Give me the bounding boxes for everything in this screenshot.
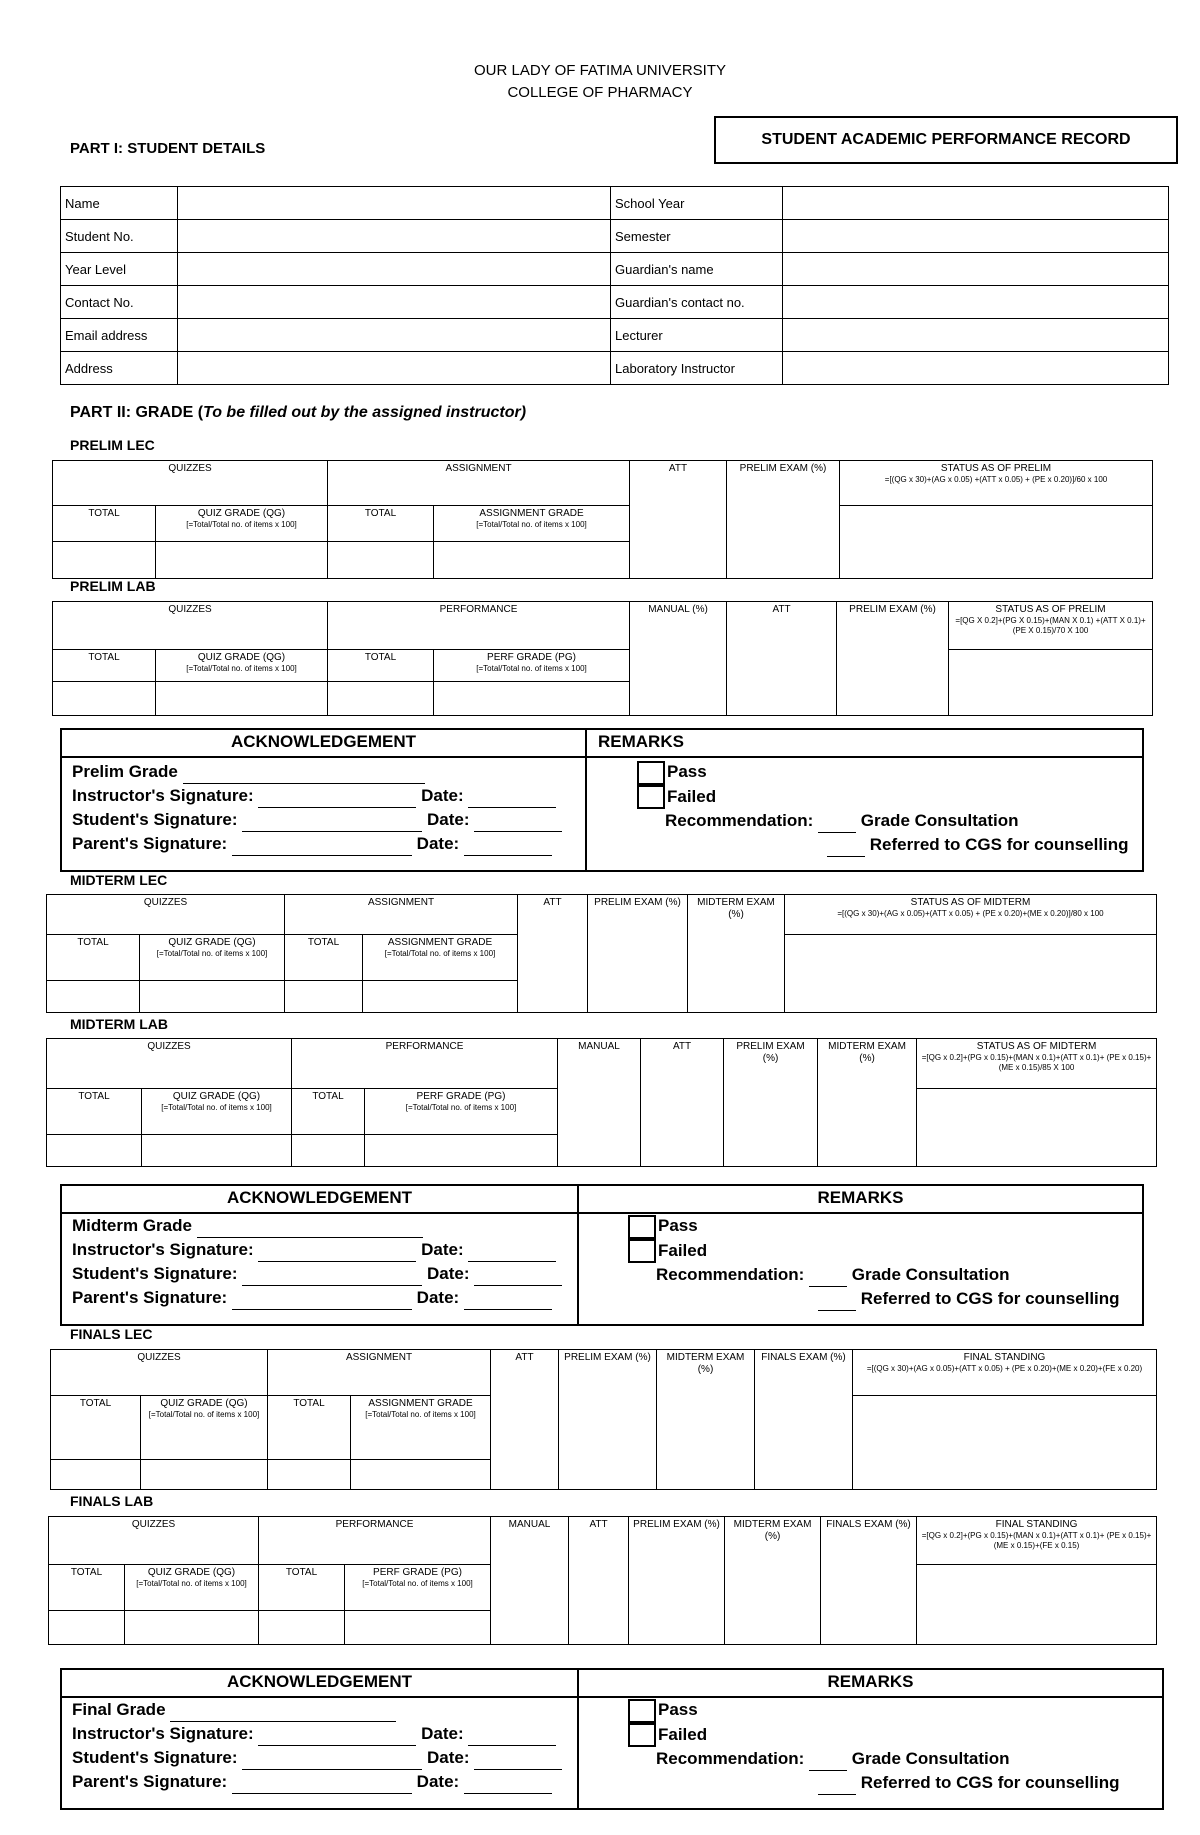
date-label: Date: <box>416 1772 460 1791</box>
signature-line[interactable] <box>242 1269 422 1286</box>
grade-label: Midterm Grade <box>72 1216 192 1235</box>
grade-cell[interactable] <box>292 1135 365 1167</box>
assignment-grade-header: ASSIGNMENT GRADE [=Total/Total no. of items x 100] <box>351 1396 491 1460</box>
details-row <box>61 253 1169 286</box>
quiz-grade-header: QUIZ GRADE (QG) [=Total/Total no. of items x 100] <box>142 1089 292 1135</box>
pass-checkbox[interactable] <box>637 761 665 785</box>
assignment-header: ASSIGNMENT <box>285 895 518 935</box>
date-line[interactable] <box>474 1753 562 1770</box>
details-row <box>61 352 1169 385</box>
referred-label: Referred to CGS for counselling <box>860 1773 1120 1793</box>
prelim-exam-header: PRELIM EXAM (%) <box>837 602 949 716</box>
performance-header: PERFORMANCE <box>292 1039 558 1089</box>
performance-header: PERFORMANCE <box>259 1517 491 1565</box>
recommendation-label: Recommendation: <box>656 1265 805 1285</box>
grade-cell[interactable] <box>47 1135 142 1167</box>
detail-label: Address <box>61 352 178 385</box>
quiz-total-header: TOTAL <box>47 935 140 981</box>
instructor-sig-label: Instructor's Signature: <box>72 1240 254 1259</box>
quizzes-header: QUIZZES <box>47 895 285 935</box>
details-row <box>61 319 1169 352</box>
prelim-exam-header: PRELIM EXAM (%) <box>727 461 840 579</box>
quiz-total-header: TOTAL <box>51 1396 141 1460</box>
quiz-grade-header: QUIZ GRADE (QG) [=Total/Total no. of items x 100] <box>125 1565 259 1611</box>
detail-label: Contact No. <box>61 286 178 319</box>
grade-cell[interactable] <box>328 542 434 579</box>
failed-checkbox[interactable] <box>628 1723 656 1747</box>
pass-checkbox[interactable] <box>628 1699 656 1723</box>
signature-line[interactable] <box>242 1753 422 1770</box>
grade-cell[interactable] <box>156 542 328 579</box>
detail-label: Laboratory Instructor <box>611 352 783 385</box>
signature-line[interactable] <box>232 1293 412 1310</box>
referred-label: Referred to CGS for counselling <box>869 835 1129 855</box>
manual-header: MANUAL (%) <box>630 602 727 716</box>
quiz-grade-header: QUIZ GRADE (QG) [=Total/Total no. of items x 100] <box>156 650 328 682</box>
details-row <box>61 286 1169 319</box>
grade-cell[interactable] <box>345 1611 491 1645</box>
grade-cell[interactable] <box>142 1135 292 1167</box>
quiz-total-header: TOTAL <box>47 1089 142 1135</box>
detail-input[interactable] <box>178 220 611 253</box>
grade-cell[interactable] <box>141 1460 268 1490</box>
recommendation-line[interactable] <box>818 1778 856 1795</box>
att-header: ATT <box>630 461 727 579</box>
midterm-exam-header: MIDTERM EXAM (%) <box>688 895 785 1013</box>
parent-sig-label: Parent's Signature: <box>72 834 228 853</box>
detail-input[interactable] <box>783 253 1169 286</box>
detail-input[interactable] <box>178 319 611 352</box>
failed-label: Failed <box>658 1724 708 1744</box>
detail-label: Student No. <box>61 220 178 253</box>
performance-header: PERFORMANCE <box>328 602 630 650</box>
date-label: Date: <box>416 1288 460 1307</box>
detail-input[interactable] <box>783 319 1169 352</box>
quizzes-header: QUIZZES <box>49 1517 259 1565</box>
status-cell[interactable] <box>840 506 1153 579</box>
date-line[interactable] <box>464 1777 552 1794</box>
quiz-total-header: TOTAL <box>49 1565 125 1611</box>
student-details-table <box>60 186 1169 385</box>
grade-cell[interactable] <box>268 1460 351 1490</box>
detail-input[interactable] <box>783 286 1169 319</box>
att-header: ATT <box>569 1517 629 1645</box>
detail-input[interactable] <box>783 220 1169 253</box>
quiz-grade-header: QUIZ GRADE (QG) [=Total/Total no. of items x 100] <box>141 1396 268 1460</box>
att-header: ATT <box>641 1039 724 1167</box>
details-row <box>61 220 1169 253</box>
midterm-lab-table <box>46 1038 1157 1167</box>
grade-cell[interactable] <box>49 1611 125 1645</box>
prelim-lab-table <box>52 601 1153 716</box>
date-label: Date: <box>427 1264 470 1283</box>
assignment-header: ASSIGNMENT <box>268 1350 491 1396</box>
prelim-exam-header: PRELIM EXAM (%) <box>588 895 688 1013</box>
date-line[interactable] <box>474 1269 562 1286</box>
date-line[interactable] <box>464 839 552 856</box>
grade-cell[interactable] <box>365 1135 558 1167</box>
date-label: Date: <box>427 1748 470 1767</box>
remarks-title: REMARKS <box>827 1672 914 1691</box>
failed-label: Failed <box>658 1240 708 1260</box>
detail-label: Year Level <box>61 253 178 286</box>
finals-lab-table <box>48 1516 1157 1645</box>
detail-input[interactable] <box>783 187 1169 220</box>
grade-cell[interactable] <box>351 1460 491 1490</box>
status-midterm-header: STATUS AS OF MIDTERM =[QG x 0.2]+(PG x 0.15)+(MAN x 0.1)+(ATT x 0.1)+ (PE x 0.15)+(ME x 0.15)/85 X 100 <box>917 1039 1157 1089</box>
detail-label: School Year <box>611 187 783 220</box>
grade-cell[interactable] <box>259 1611 345 1645</box>
grade-cell[interactable] <box>47 981 140 1013</box>
grade-cell[interactable] <box>51 1460 141 1490</box>
student-sig-label: Student's Signature: <box>72 810 238 829</box>
part1-title: PART I: STUDENT DETAILS <box>70 140 266 157</box>
grade-line[interactable] <box>183 767 425 784</box>
status-midterm-header: STATUS AS OF MIDTERM =[(QG x 30)+(AG x 0.05)+(ATT x 0.05) + (PE x 0.20)+(ME x 0.20)]/80 x 100 <box>785 895 1157 935</box>
grade-line[interactable] <box>197 1221 423 1238</box>
finals-lec-label: FINALS LEC <box>70 1326 153 1342</box>
date-line[interactable] <box>468 1729 556 1746</box>
att-header: ATT <box>727 602 837 716</box>
signature-line[interactable] <box>232 839 412 856</box>
grade-cell[interactable] <box>53 542 156 579</box>
recommendation-line[interactable] <box>818 816 856 833</box>
instructor-sig-label: Instructor's Signature: <box>72 786 254 805</box>
midterm-exam-header: MIDTERM EXAM (%) <box>725 1517 821 1645</box>
remarks-title: REMARKS <box>598 732 684 751</box>
college-name: COLLEGE OF PHARMACY <box>507 84 693 101</box>
status-cell[interactable] <box>917 1089 1157 1167</box>
detail-label: Email address <box>61 319 178 352</box>
parent-sig-label: Parent's Signature: <box>72 1772 228 1791</box>
grade-cell[interactable] <box>328 682 434 716</box>
remarks-title: REMARKS <box>817 1188 904 1207</box>
grade-cell[interactable] <box>434 542 630 579</box>
grade-cell[interactable] <box>125 1611 259 1645</box>
detail-input[interactable] <box>178 187 611 220</box>
quiz-total-header: TOTAL <box>53 506 156 542</box>
recommendation-line[interactable] <box>827 840 865 857</box>
quizzes-header: QUIZZES <box>53 602 328 650</box>
signature-line[interactable] <box>242 815 422 832</box>
date-label: Date: <box>416 834 460 853</box>
grade-label: Final Grade <box>72 1700 166 1719</box>
final-acknowledgement <box>60 1668 1164 1810</box>
perf-grade-header: PERF GRADE (PG) [=Total/Total no. of items x 100] <box>434 650 630 682</box>
signature-line[interactable] <box>258 1245 416 1262</box>
midterm-exam-header: MIDTERM EXAM (%) <box>657 1350 755 1490</box>
quizzes-header: QUIZZES <box>51 1350 268 1396</box>
date-label: Date: <box>421 786 464 805</box>
status-prelim-header: STATUS AS OF PRELIM =[QG X 0.2]+(PG X 0.15)+(MAN X 0.1) +(ATT X 0.1)+ (PE X 0.15)/70 X 100 <box>949 602 1153 650</box>
failed-checkbox[interactable] <box>628 1239 656 1263</box>
perf-total-header: TOTAL <box>292 1089 365 1135</box>
signature-line[interactable] <box>258 791 416 808</box>
status-cell[interactable] <box>853 1396 1157 1490</box>
date-label: Date: <box>421 1240 464 1259</box>
finals-exam-header: FINALS EXAM (%) <box>821 1517 917 1645</box>
ack-title: ACKNOWLEDGEMENT <box>226 1672 413 1691</box>
grade-cell[interactable] <box>156 682 328 716</box>
detail-input[interactable] <box>178 352 611 385</box>
prelim-exam-header: PRELIM EXAM (%) <box>724 1039 818 1167</box>
grade-cell[interactable] <box>140 981 285 1013</box>
prelim-lec-table <box>52 460 1153 579</box>
perf-total-header: TOTAL <box>259 1565 345 1611</box>
assignment-grade-header: ASSIGNMENT GRADE [=Total/Total no. of items x 100] <box>363 935 518 981</box>
date-label: Date: <box>427 810 470 829</box>
date-label: Date: <box>421 1724 464 1743</box>
perf-grade-header: PERF GRADE (PG) [=Total/Total no. of items x 100] <box>365 1089 558 1135</box>
assignment-header: ASSIGNMENT <box>328 461 630 506</box>
pass-label: Pass <box>667 762 707 781</box>
detail-label: Semester <box>611 220 783 253</box>
date-line[interactable] <box>468 791 556 808</box>
assignment-total-header: TOTAL <box>328 506 434 542</box>
grade-label: Prelim Grade <box>72 762 178 781</box>
grade-cell[interactable] <box>363 981 518 1013</box>
pass-checkbox[interactable] <box>628 1215 656 1239</box>
parent-sig-label: Parent's Signature: <box>72 1288 228 1307</box>
finals-exam-header: FINALS EXAM (%) <box>755 1350 853 1490</box>
ack-title: ACKNOWLEDGEMENT <box>226 1188 413 1207</box>
midterm-lab-label: MIDTERM LAB <box>70 1016 168 1032</box>
quizzes-header: QUIZZES <box>47 1039 292 1089</box>
failed-checkbox[interactable] <box>637 785 665 809</box>
recommendation-label: Recommendation: <box>656 1749 805 1769</box>
detail-label: Name <box>61 187 178 220</box>
date-line[interactable] <box>468 1245 556 1262</box>
university-name: OUR LADY OF FATIMA UNIVERSITY <box>474 62 726 79</box>
status-cell[interactable] <box>917 1565 1157 1645</box>
status-cell[interactable] <box>949 650 1153 716</box>
detail-input[interactable] <box>783 352 1169 385</box>
grade-line[interactable] <box>170 1705 396 1722</box>
perf-total-header: TOTAL <box>328 650 434 682</box>
assignment-total-header: TOTAL <box>285 935 363 981</box>
quizzes-header: QUIZZES <box>53 461 328 506</box>
grade-consultation-label: Grade Consultation <box>851 1749 1010 1769</box>
recommendation-line[interactable] <box>809 1270 847 1287</box>
pass-label: Pass <box>658 1700 698 1719</box>
detail-input[interactable] <box>178 286 611 319</box>
grade-consultation-label: Grade Consultation <box>851 1265 1010 1285</box>
assignment-total-header: TOTAL <box>268 1396 351 1460</box>
student-sig-label: Student's Signature: <box>72 1264 238 1283</box>
midterm-lec-table <box>46 894 1157 1013</box>
perf-grade-header: PERF GRADE (PG) [=Total/Total no. of items x 100] <box>345 1565 491 1611</box>
status-prelim-header: STATUS AS OF PRELIM =[(QG x 30)+(AG x 0.05) +(ATT x 0.05) + (PE x 0.20)]/60 x 100 <box>840 461 1153 506</box>
pass-label: Pass <box>658 1216 698 1235</box>
signature-line[interactable] <box>232 1777 412 1794</box>
student-sig-label: Student's Signature: <box>72 1748 238 1767</box>
finals-lab-label: FINALS LAB <box>70 1493 154 1509</box>
finals-lec-table <box>50 1349 1157 1490</box>
att-header: ATT <box>518 895 588 1013</box>
failed-label: Failed <box>667 786 717 806</box>
midterm-exam-header: MIDTERM EXAM (%) <box>818 1039 917 1167</box>
manual-header: MANUAL <box>558 1039 641 1167</box>
prelim-exam-header: PRELIM EXAM (%) <box>629 1517 725 1645</box>
instructor-sig-label: Instructor's Signature: <box>72 1724 254 1743</box>
prelim-acknowledgement <box>60 728 1144 872</box>
detail-input[interactable] <box>178 253 611 286</box>
date-line[interactable] <box>464 1293 552 1310</box>
detail-label: Guardian's name <box>611 253 783 286</box>
status-cell[interactable] <box>785 935 1157 1013</box>
recommendation-label: Recommendation: <box>665 811 814 831</box>
recommendation-line[interactable] <box>809 1754 847 1771</box>
detail-label: Lecturer <box>611 319 783 352</box>
details-row <box>61 187 1169 220</box>
recommendation-line[interactable] <box>818 1294 856 1311</box>
grade-consultation-label: Grade Consultation <box>860 811 1019 831</box>
assignment-grade-header: ASSIGNMENT GRADE [=Total/Total no. of items x 100] <box>434 506 630 542</box>
referred-label: Referred to CGS for counselling <box>860 1289 1120 1309</box>
manual-header: MANUAL <box>491 1517 569 1645</box>
midterm-acknowledgement <box>60 1184 1144 1326</box>
quiz-total-header: TOTAL <box>53 650 156 682</box>
ack-title: ACKNOWLEDGEMENT <box>230 732 417 751</box>
midterm-lec-label: MIDTERM LEC <box>70 872 168 888</box>
part2-title: PART II: GRADE (To be filled out by the assigned instructor) <box>70 404 527 421</box>
grade-cell[interactable] <box>285 981 363 1013</box>
prelim-lec-label: PRELIM LEC <box>70 437 155 453</box>
final-standing-header: FINAL STANDING =[QG x 0.2]+(PG x 0.15)+(MAN x 0.1)+(ATT x 0.1)+ (PE x 0.15)+(ME x 0.15)+(FE x 0.15) <box>917 1517 1157 1565</box>
att-header: ATT <box>491 1350 559 1490</box>
prelim-exam-header: PRELIM EXAM (%) <box>559 1350 657 1490</box>
quiz-grade-header: QUIZ GRADE (QG) [=Total/Total no. of items x 100] <box>156 506 328 542</box>
grade-cell[interactable] <box>53 682 156 716</box>
record-title: STUDENT ACADEMIC PERFORMANCE RECORD <box>714 116 1178 164</box>
grade-cell[interactable] <box>434 682 630 716</box>
signature-line[interactable] <box>258 1729 416 1746</box>
date-line[interactable] <box>474 815 562 832</box>
final-standing-header: FINAL STANDING =[(QG x 30)+(AG x 0.05)+(ATT x 0.05) + (PE x 0.20)+(ME x 0.20)+(FE x 0.20) <box>853 1350 1157 1396</box>
prelim-lab-label: PRELIM LAB <box>70 578 156 594</box>
quiz-grade-header: QUIZ GRADE (QG) [=Total/Total no. of items x 100] <box>140 935 285 981</box>
detail-label: Guardian's contact no. <box>611 286 783 319</box>
